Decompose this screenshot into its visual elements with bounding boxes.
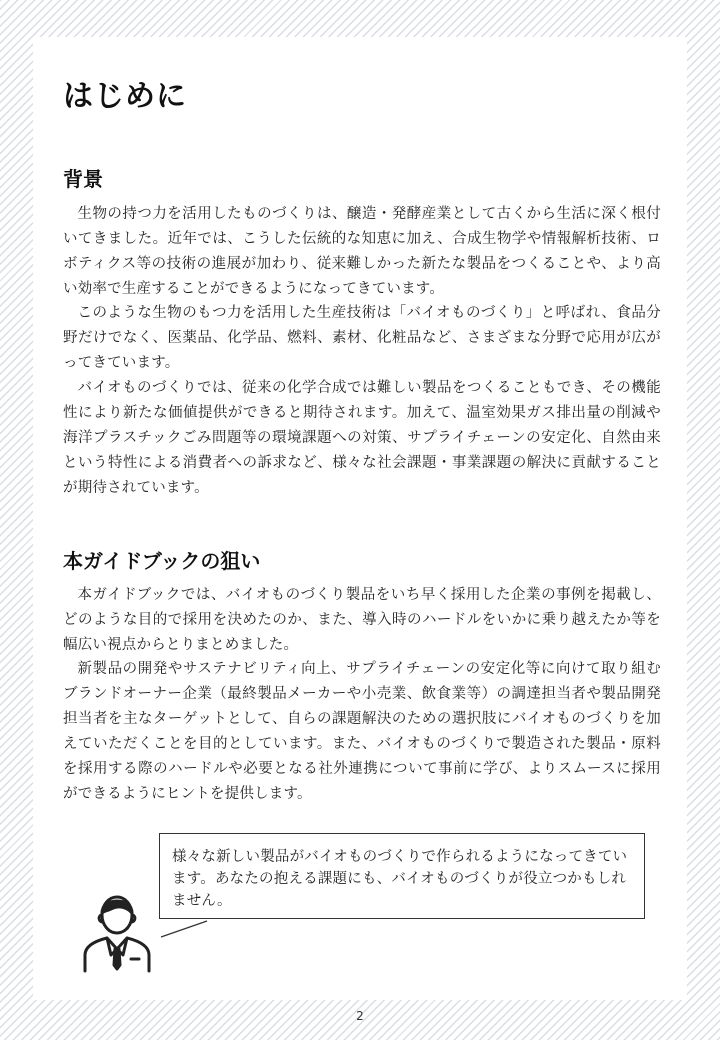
section-heading-background: 背景 (63, 167, 103, 191)
document-page (33, 37, 687, 1000)
page-title: はじめに (63, 79, 187, 114)
paragraph: バイオものづくりでは、従来の化学合成では難しい製品をつくることもでき、その機能性により新たな価値提供ができると期待されます。加えて、温室効果ガス排出量の削減や海洋プラスチックごみ問題等の環境課題への対策、サプライチェーンの安定化、自然由来という特性による消費者への訴求など、様々な社会課題・事業課題の解決に貢献することが期待されています。 (63, 380, 661, 496)
speech-bubble-tail (159, 917, 219, 939)
paragraph: このような生物のもつ力を活用した生産技術は「バイオものづくり」と呼ばれ、食品分野だけでなく、医薬品、化学品、燃料、素材、化粧品など、さまざまな分野で応用が広がってきています。 (63, 305, 661, 371)
paragraph: 新製品の開発やサステナビリティ向上、サプライチェーンの安定化等に向けて取り組むブランドオーナー企業（最終製品メーカーや小売業、飲食業等）の調達担当者や製品開発担当者を主なターゲットとして、自らの課題解決のための選択肢にバイオものづくりを加えていただくことを目的としています。また、バイオものづくりで製造された製品・原料を採用する際のハードルや必要となる社外連携について事前に学び、よりスムースに採用ができるようにヒントを提供します。 (63, 661, 661, 802)
page-number: 2 (356, 1009, 364, 1023)
businessman-icon (81, 889, 153, 973)
section-heading-guidebook-aim: 本ガイドブックの狙い (63, 549, 261, 573)
speech-bubble: 様々な新しい製品がバイオものづくりで作られるようになってきています。あなたの抱える課題にも、バイオものづくりが役立つかもしれません。 (159, 833, 645, 919)
paragraph: 本ガイドブックでは、バイオものづくり製品をいち早く採用した企業の事例を掲載し、どのような目的で採用を決めたのか、また、導入時のハードルをいかに乗り越えたか等を幅広い視点からとりまとめました。 (63, 587, 661, 653)
paragraph: 生物の持つ力を活用したものづくりは、醸造・発酵産業として古くから生活に深く根付いてきました。近年では、こうした伝統的な知恵に加え、合成生物学や情報解析技術、ロボティクス等の技術の進展が加わり、従来難しかった新たな製品をつくることや、より高い効率で生産することができるようになってきています。 (63, 206, 661, 297)
